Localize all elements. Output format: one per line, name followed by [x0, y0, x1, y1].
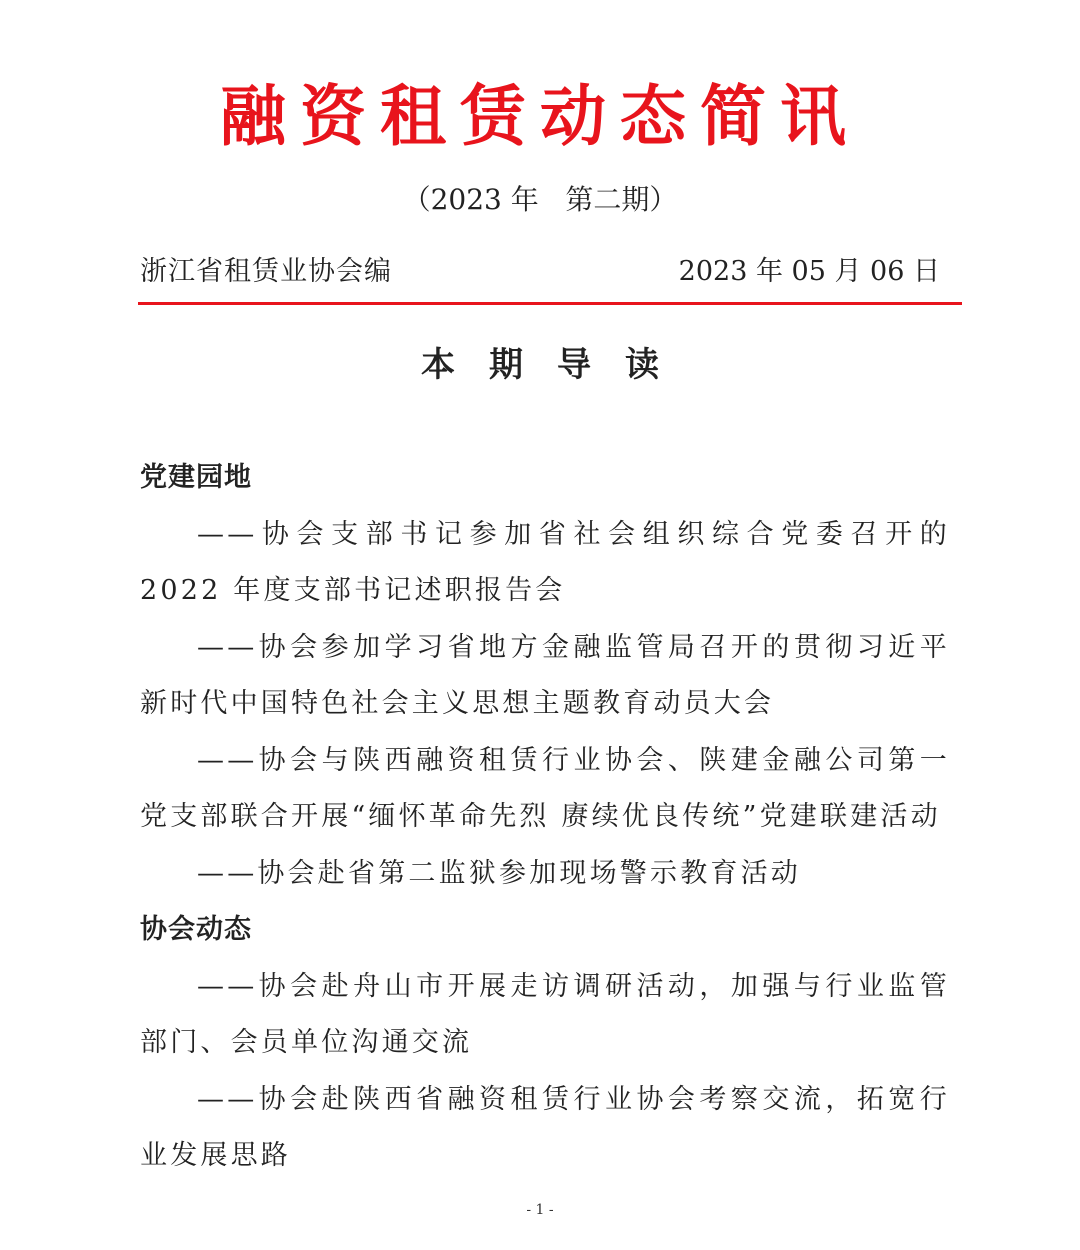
list-item: ——协会支部书记参加省社会组织综合党委召开的 2022 年度支部书记述职报告会: [140, 518, 950, 606]
issue-number: （2023 年 第二期）: [402, 183, 678, 216]
list-item: ——协会赴舟山市开展走访调研活动，加强与行业监管部门、会员单位沟通交流: [140, 970, 950, 1058]
publish-date: 2023 年 05 月 06 日: [678, 256, 940, 287]
list-item: ——协会参加学习省地方金融监管局召开的贯彻习近平新时代中国特色社会主义思想主题教育动员大会: [140, 631, 950, 719]
section-association-news: [140, 902, 950, 1185]
list-item: ——协会赴陕西省融资租赁行业协会考察交流，拓宽行业发展思路: [140, 1083, 950, 1171]
list-item: ——协会赴省第二监狱参加现场警示教育活动: [197, 857, 801, 889]
section-party-building: [140, 450, 950, 902]
contents-list: [140, 450, 950, 1185]
newsletter-masthead: 融资租赁动态简讯: [220, 78, 860, 155]
editor-name: 浙江省租赁业协会编: [140, 256, 392, 287]
intro-title: 本期导读: [421, 345, 693, 385]
page-number: - 1 -: [526, 1202, 554, 1218]
list-item: ——协会与陕西融资租赁行业协会、陕建金融公司第一党支部联合开展“缅怀革命先烈 赓续优良传统”党建联建活动: [140, 744, 950, 832]
section-heading: 协会动态: [140, 914, 252, 945]
red-divider: [138, 302, 962, 305]
section-heading: 党建园地: [140, 462, 252, 493]
